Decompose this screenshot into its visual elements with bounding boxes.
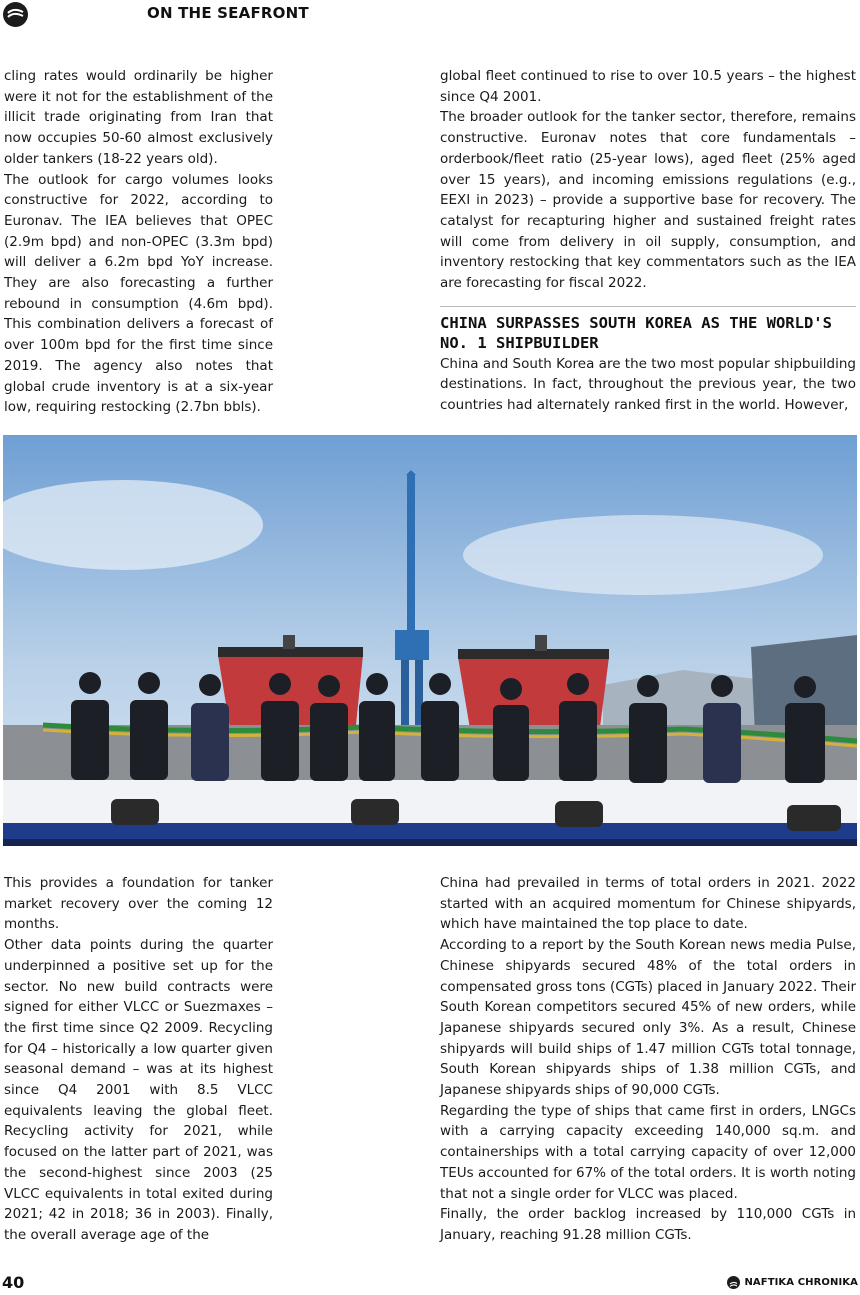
ceremony-photo-illustration (3, 435, 857, 846)
article-column-2-top (440, 66, 856, 416)
paragraph: China and South Korea are the two most popular shipbuilding destinations. In fact, throughout the previous year, the two countries had alternately ranked first in the world. However, (440, 355, 856, 414)
paragraph: Regarding the type of ships that came first in orders, LNGCs with a carrying capacity exceeding 140,000 sq.m. and containerships with a total carrying capacity of over 12,000 TEUs accounted for 67% of the total orders. It is worth noting that not a single order for VLCC was placed. (440, 1102, 856, 1202)
paragraph: Other data points during the quarter underpinned a positive set up for the sector. No new build contracts were signed for either VLCC or Suezmaxes – the first time since Q2 2009. Recycling for Q4 – historically a low quarter given seasonal demand – was at its highest since Q4 2001 with 8.5 VLCC equivalents leaving the global fleet. Recycling activity for 2021, while focused on the latter part of 2021, was the second-highest since 2003 (25 VLCC equivalents in total exited during 2021; 42 in 2018; 36 in 2003). Finally, the overall average age of the (4, 937, 273, 1243)
section-title: ON THE SEAFRONT (147, 4, 309, 22)
page-number: 40 (2, 1273, 25, 1292)
paragraph: Finally, the order backlog increased by 110,000 CGTs in January, reaching 91.28 million CGTs. (440, 1206, 856, 1243)
paragraph: According to a report by the South Korean news media Pulse, Chinese shipyards secured 48% of the total orders in compensated gross tons (CGTs) placed in January 2022. Their South Korean competitors secured 45% of new orders, while Japanese shipyards secured only 3%. As a result, Chinese shipyards will build ships of 1.47 million CGTs total tonnage, South Korean shipyards ships of 1.38 million CGTs, and Japanese shipyards ships of 90,000 CGTs. (440, 937, 856, 1099)
footer-brand (727, 1276, 858, 1289)
paragraph: global fleet continued to rise to over 10.5 years – the highest since Q4 2001. (440, 68, 856, 105)
wave-circle-icon (727, 1276, 740, 1289)
article-column-1-bottom (4, 873, 273, 1246)
paragraph: The broader outlook for the tanker sector, therefore, remains constructive. Euronav notes that core fundamentals – orderbook/fleet ratio (25-year lows), aged fleet (25% aged over 15 years), and incoming emissions regulations (e.g., EEXI in 2023) – provide a supportive base for recovery. The catalyst for recapturing higher and sustained freight rates will come from delivery in oil supply, consumption, and inventory restocking that key commentators such as the IEA are forecasting for fiscal 2022. (440, 109, 856, 292)
article-column-1-top (4, 66, 273, 418)
section-divider (440, 306, 856, 307)
article-column-2-bottom (440, 873, 856, 1246)
ship-naming-ceremony-photo (3, 435, 857, 846)
article-subheading: CHINA SURPASSES SOUTH KOREA AS THE WORLD'S NO. 1 SHIPBUILDER (440, 313, 832, 352)
brand-name: NAFTIKA CHRONIKA (744, 1277, 858, 1288)
paragraph: China had prevailed in terms of total orders in 2021. 2022 started with an acquired momentum for Chinese shipyards, which have maintained the top place to date. (440, 875, 856, 933)
wave-circle-icon (3, 2, 28, 27)
paragraph: This provides a foundation for tanker market recovery over the coming 12 months. (4, 875, 273, 933)
paragraph: cling rates would ordinarily be higher were it not for the establishment of the illicit trade originating from Iran that now occupies 50-60 almost exclusively older tankers (18-22 years old). The outlook for cargo volumes looks constructive for 2022, according to Euronav. The IEA believes that OPEC (2.9m bpd) and non-OPEC (3.3m bpd) will deliver a 6.2m bpd YoY increase. They are also forecasting a further rebound in consumption (4.6m bpd). This combination delivers a forecast of over 100m bpd for the first time since 2019. The agency also notes that global crude inventory is at a six-year low, requiring restocking (2.7bn bbls). (4, 68, 273, 416)
